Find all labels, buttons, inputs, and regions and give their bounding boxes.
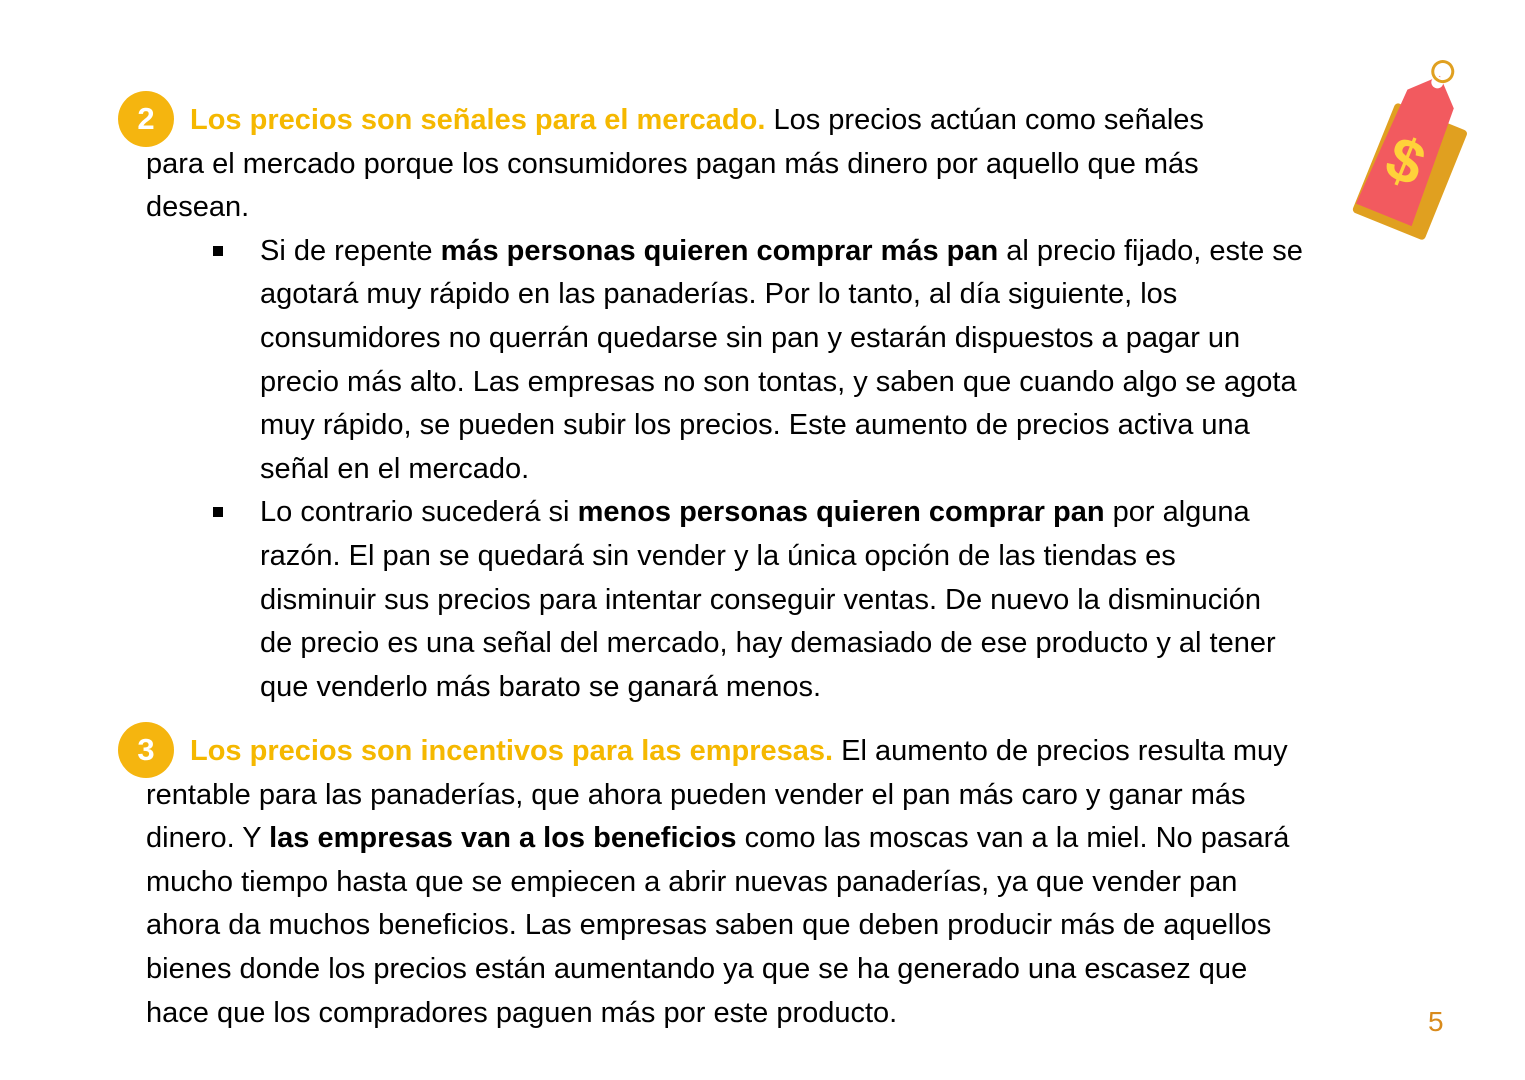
text-line xyxy=(146,996,897,1030)
text-line xyxy=(146,865,1237,899)
text: señal en el mercado. xyxy=(260,452,530,485)
text-line xyxy=(146,147,1199,181)
text-line xyxy=(260,365,1297,399)
text: hace que los compradores paguen más por este producto. xyxy=(146,996,898,1029)
bold-text: más personas quieren comprar más pan xyxy=(440,234,999,267)
price-tag-dollar-icon xyxy=(1345,55,1475,240)
text-line xyxy=(190,734,1288,768)
text: razón. El pan se quedará sin vender y la única opción de las tiendas es xyxy=(260,540,1176,572)
text-line xyxy=(260,495,1250,529)
text: ahora da muchos beneficios. Las empresas saben que deben producir más de aquellos xyxy=(146,909,1272,942)
text: rentable para las panaderías, que ahora pueden vender el pan más caro y ganar más xyxy=(146,778,1246,811)
svg-text:$: $ xyxy=(1376,123,1435,201)
text-line xyxy=(260,583,1261,617)
text-line xyxy=(146,908,1271,942)
bold-text: las empresas van a los beneficios xyxy=(269,822,737,855)
text: para el mercado porque los consumidores pagan más dinero por aquello que más xyxy=(146,147,1199,180)
text: precio más alto. Las empresas no son tontas, y saben que cuando algo se agota xyxy=(260,365,1297,398)
text: desean. xyxy=(146,191,250,224)
text: mucho tiempo hasta que se empiecen a abrir nuevas panaderías, ya que vender pan xyxy=(146,865,1238,898)
text-line xyxy=(260,452,529,486)
text-line xyxy=(260,408,1250,442)
text: al precio fijado, este se xyxy=(998,234,1303,267)
text-line xyxy=(146,778,1246,812)
text: dinero. Y xyxy=(146,822,270,855)
bullet-square-icon xyxy=(213,246,223,256)
text-line xyxy=(260,321,1240,355)
text-line xyxy=(190,103,1204,137)
section-number-badge: 2 xyxy=(118,91,174,147)
text: Lo contrario sucederá si xyxy=(260,496,578,529)
text: bienes donde los precios están aumentando ya que se ha generado una escasez que xyxy=(146,953,1248,985)
text-line xyxy=(146,821,1289,855)
text: Si de repente xyxy=(260,234,441,267)
text-line xyxy=(260,626,1276,660)
text-line xyxy=(260,670,821,704)
text-line xyxy=(260,234,1303,268)
section-number-badge: 3 xyxy=(118,722,174,778)
text: Los precios actúan como señales xyxy=(765,104,1204,136)
text: de precio es una señal del mercado, hay demasiado de ese producto y al tener xyxy=(260,627,1276,660)
text: como las moscas van a la miel. No pasará xyxy=(736,822,1290,855)
text-line xyxy=(146,190,249,224)
bullet-square-icon xyxy=(213,507,223,517)
text: consumidores no querrán quedarse sin pan y estarán dispuestos a pagar un xyxy=(260,322,1241,354)
section-heading: Los precios son señales para el mercado. xyxy=(190,104,766,136)
text-line xyxy=(260,277,1177,311)
text-line xyxy=(260,539,1176,573)
text: El aumento de precios resulta muy xyxy=(833,735,1288,767)
text-line xyxy=(146,952,1247,986)
text: agotará muy rápido en las panaderías. Por lo tanto, al día siguiente, los xyxy=(260,278,1178,311)
section-heading: Los precios son incentivos para las empresas. xyxy=(190,735,834,767)
page-number: 5 xyxy=(1428,1006,1444,1037)
text: disminuir sus precios para intentar conseguir ventas. De nuevo la disminución xyxy=(260,583,1262,616)
bold-text: menos personas quieren comprar pan xyxy=(577,496,1105,529)
text: muy rápido, se pueden subir los precios. Este aumento de precios activa una xyxy=(260,409,1250,442)
text: que venderlo más barato se ganará menos. xyxy=(260,670,822,703)
text: por alguna xyxy=(1104,496,1250,529)
